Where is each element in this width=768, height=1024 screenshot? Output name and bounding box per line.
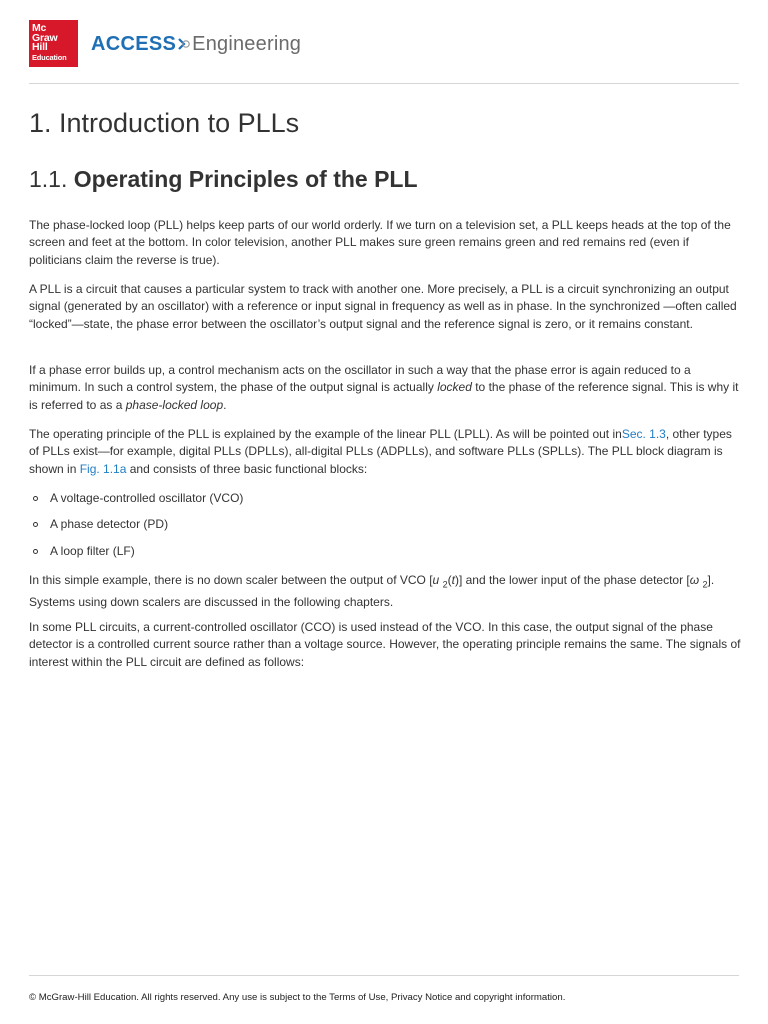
access-engineering-logo[interactable] (91, 31, 301, 57)
p3-emphasis-pll: phase-locked loop (125, 397, 224, 412)
brand-engineering: Engineering (192, 32, 302, 55)
logo-line-4: Education (32, 52, 67, 62)
logo-line-1: Mc (32, 22, 47, 34)
var-u: u (432, 573, 440, 587)
p3-text-a: If a phase error builds up, a control mechanism acts on the oscillator in such a way that the phase error is again reduced to a minimum. In such a control system, the phase of the output signal is actually (29, 363, 691, 395)
mcgraw-hill-logo[interactable] (29, 20, 78, 67)
var-omega: ω (689, 573, 700, 587)
logo-line-3: Hill (32, 41, 48, 53)
list-item (29, 490, 243, 507)
p5-text-b: ] and the lower input of the phase detector [ (458, 573, 690, 587)
paragraph-4 (29, 426, 741, 478)
sec-1-3-link[interactable]: Sec. 1.3 (621, 427, 666, 441)
bullet-icon (33, 522, 38, 527)
p3-text-b: to the phase of the reference signal. This is why it is referred to as a (29, 380, 739, 412)
site-header (29, 20, 739, 84)
section-number: 1.1. (29, 166, 68, 192)
fig-1-1a-link[interactable]: Fig. 1.1a (79, 461, 127, 476)
p5-text-a: In this simple example, there is no down scaler between the output of VCO [ (29, 573, 433, 587)
p3-text-c: . (223, 397, 227, 412)
sub-2-b: 2 (702, 579, 708, 590)
section-title (29, 166, 418, 193)
bullet-icon (33, 549, 38, 554)
logo-line-2: Graw (32, 31, 58, 44)
list-item-label: A loop filter (LF) (50, 544, 135, 558)
sub-2-a: 2 (442, 579, 448, 590)
gear-arrow-icon (177, 34, 191, 54)
paragraph-5 (29, 572, 741, 611)
paren-close: ) (454, 573, 459, 587)
brand-access: ACCESS (91, 32, 177, 55)
section-name: Operating Principles of the PLL (73, 166, 418, 192)
paragraph-6: In some PLL circuits, a current-controlled oscillator (CCO) is used instead of the VCO. In this case, the output signal of the phase detector is a controlled current source rather than a voltage source. However, the operating principle remains the same. The signals of interest within the PLL circuit are defined as follows: (29, 620, 741, 669)
paragraph-2: A PLL is a circuit that causes a particular system to track with another one. More precisely, a PLL is a circuit synchronizing an output signal (generated by an oscillator) with a reference or input signal in frequency as well as in phase. In the synchronized —often called “locked”—state, the phase error between the oscillator’s output signal and the reference signal is zero, or it remains constant. (29, 282, 737, 331)
p4-text-a: The operating principle of the PLL is explained by the example of the linear PLL (LPLL). As will be pointed out in (29, 427, 622, 441)
list-item (29, 516, 168, 533)
paragraph-1: The phase-locked loop (PLL) helps keep parts of our world orderly. If we turn on a television set, a PLL keeps heads at the top of the screen and feet at the bottom. In color television, another PLL makes sure green remains green and red remains red (even if politicians claim the reverse is true). (29, 218, 731, 267)
bullet-icon (33, 496, 38, 501)
copyright-footer: © McGraw-Hill Education. All rights reserved. Any use is subject to the Terms of Use, Privacy Notice and copyright information. (29, 992, 566, 1003)
p4-text-b: , other types of PLLs exist—for example, digital PLLs (DPLLs), all-digital PLLs (ADPLLs), and software PLLs (SPLLs). The PLL block diagram is shown in (29, 427, 732, 476)
paragraph-3 (29, 362, 741, 414)
footer-divider (29, 975, 739, 976)
p3-emphasis-locked: locked (437, 380, 472, 395)
list-item-label: A voltage-controlled oscillator (VCO) (50, 491, 244, 505)
list-item-label: A phase detector (PD) (50, 517, 169, 531)
list-item (29, 543, 135, 560)
var-t: t (451, 573, 455, 587)
p5-text-c: ]. Systems using down scalers are discussed in the following chapters. (29, 573, 715, 609)
paren-open: ( (447, 573, 452, 587)
p4-text-c: and consists of three basic functional blocks: (126, 461, 368, 476)
chapter-title: 1. Introduction to PLLs (29, 108, 300, 138)
